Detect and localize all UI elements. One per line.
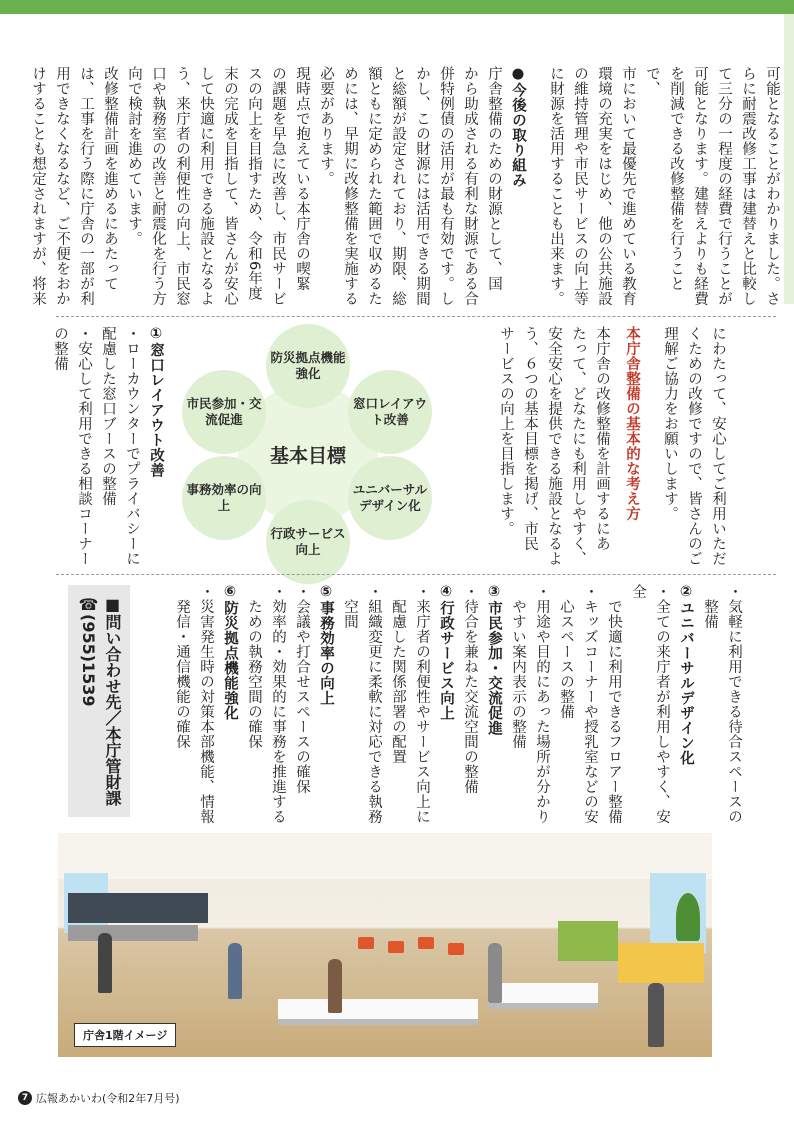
- goal-1-heading: ①窓口レイアウト改善: [148, 326, 164, 478]
- upper-line: めには、早期に改修整備を実施する: [342, 66, 358, 306]
- illus-person-2: [228, 943, 242, 999]
- divider-lower: [56, 574, 776, 575]
- basic-concept-heading: 本庁舎整備の基本的な考え方: [624, 326, 640, 521]
- illus-table-1: [278, 999, 478, 1025]
- page-number: 7: [18, 1091, 32, 1105]
- illus-kids-shelf: [558, 921, 618, 961]
- upper-line: う、来庁者の利便性の向上、市民窓: [174, 66, 190, 306]
- goal-detail-line: やすい案内表示の整備: [510, 584, 526, 749]
- goal-detail-line: ための執務空間の確保: [246, 584, 262, 749]
- illus-person-4: [488, 943, 502, 1003]
- goal-detail-line: ④行政サービス向上: [438, 584, 454, 721]
- upper-line: 庁舎整備のための財源として、国: [486, 66, 502, 291]
- illus-table-2: [488, 983, 598, 1009]
- middle-line: くための改修ですので、皆さんのご: [686, 326, 702, 566]
- illus-kids-corner: [618, 943, 704, 983]
- middle-line: サービスの向上を目指します。: [498, 326, 514, 536]
- footer-text: 広報あかいわ(令和2年7月号): [36, 1092, 180, 1105]
- goal-detail-line: 配慮した関係部署の配置: [390, 584, 406, 764]
- basic-goals-diagram: [178, 322, 438, 584]
- upper-line: 現時点で抱えている本庁舎の喫緊: [294, 66, 310, 291]
- middle-right-text: [460, 326, 730, 570]
- lower-goal-details: [174, 584, 746, 824]
- future-plan-heading: ●今後の取り組み: [510, 66, 526, 188]
- illus-chair-2: [388, 941, 404, 953]
- upper-line: して快適に利用できる施設となるよ: [198, 66, 214, 306]
- goal-detail-line: ・組織変更に柔軟に対応できる執務: [366, 584, 382, 824]
- goal-detail-line: 心スペースの整備: [558, 584, 574, 719]
- upper-line: 口や執務室の改善と耐震化を行う方: [150, 66, 166, 306]
- middle-line: 理解ご協力をお願いします。: [662, 326, 678, 521]
- goal-participation: 市民参加・交流促進: [182, 370, 266, 454]
- goal-detail-line: ・効率的・効果的に事務を推進する: [270, 584, 286, 824]
- upper-line: に財源を活用することも出来ます。: [548, 66, 564, 306]
- illus-person-5: [648, 983, 664, 1047]
- side-tab: [784, 14, 794, 304]
- upper-line: 末の完成を目指して、皆さんが安心: [222, 66, 238, 306]
- divider-upper: [56, 316, 776, 317]
- goal-detail-line: ・キッズコーナーや授乳室などの安: [582, 584, 598, 824]
- goal-detail-line: 発信・通信機能の確保: [174, 584, 190, 749]
- middle-left-text: [52, 326, 168, 570]
- contact-phone: ☎(955)1539: [79, 595, 98, 707]
- goal-detail-line: ・気軽に利用できる待合スペースの: [726, 584, 742, 824]
- illus-chair-3: [418, 937, 434, 949]
- goal-efficiency: 事務効率の向上: [182, 456, 266, 540]
- illus-counter: [68, 893, 208, 923]
- upper-line: 環境の充実をはじめ、他の公共施設: [596, 66, 612, 306]
- goal-counter-layout: 窓口レイアウト改善: [348, 370, 432, 454]
- upper-line: を削減できる改修整備を行うことで、: [644, 66, 684, 291]
- goal-detail-line: 整備: [702, 584, 718, 629]
- goal-detail-line: ③市民参加・交流促進: [486, 584, 502, 736]
- goal-detail-line: で快適に利用できるフロアー整備: [606, 584, 622, 824]
- upper-line: 可能となることがわかりました。さ: [764, 66, 780, 306]
- goal-detail-line: ⑤事務効率の向上: [318, 584, 334, 706]
- upper-line: の課題を早急に改善し、市民サービ: [270, 66, 286, 306]
- upper-line: 用できなくなるなど、ご不便をおか: [54, 66, 70, 306]
- upper-line: から助成される有利な財源である合: [462, 66, 478, 306]
- contact-title: ■問い合わせ先／本庁管財課: [103, 595, 122, 806]
- upper-line: は、工事を行う際に庁舎の一部が利: [78, 66, 94, 306]
- goal-detail-line: ・災害発生時の対策本部機能、情報: [198, 584, 214, 824]
- illus-plant: [676, 893, 700, 941]
- upper-line: らに耐震改修工事は建替えと比較し: [740, 66, 756, 306]
- goal-1-bullet: ・ローカウンターでプライバシーに配慮した窓口ブースの整備: [100, 326, 140, 566]
- illus-chair-4: [448, 943, 464, 955]
- goal-detail-line: ・全ての来庁者が利用しやすく、安全: [630, 584, 670, 824]
- goal-detail-line: 空間: [342, 584, 358, 629]
- goal-detail-line: ・来庁者の利便性やサービス向上に: [414, 584, 430, 824]
- goal-detail-line: ⑥防災拠点機能強化: [222, 584, 238, 721]
- goal-1-bullet: ・安心して利用できる相談コーナーの整備: [52, 326, 92, 566]
- upper-line: 市において最優先で進めている教育: [620, 66, 636, 306]
- upper-line: と総額が設定されており、期限、総: [390, 66, 406, 306]
- contact-box: [68, 585, 130, 817]
- middle-line: にわたって、安心してご利用いただ: [710, 326, 726, 566]
- upper-text-column-1: [540, 66, 784, 310]
- middle-line: う、６つの基本目標を掲げ、市民: [522, 326, 538, 551]
- upper-line: けすることも想定されますが、将来: [30, 66, 46, 306]
- upper-text-column-2: [30, 66, 530, 310]
- goal-center: 基本目標: [238, 384, 378, 524]
- illus-chair-1: [358, 937, 374, 949]
- illus-desk: [68, 925, 198, 941]
- goal-universal-design: ユニバーサルデザイン化: [348, 456, 432, 540]
- goal-detail-line: ・会議や打合せスペースの確保: [294, 584, 310, 794]
- illus-person-1: [98, 933, 112, 993]
- goal-admin-service: 行政サービス向上: [266, 500, 350, 584]
- upper-line: かし、この財源には活用できる期間: [414, 66, 430, 306]
- middle-line: 安全安心を提供できる施設となるよ: [546, 326, 562, 566]
- goal-disaster: 防災拠点機能強化: [266, 324, 350, 408]
- upper-line: 向で検討を進めています。: [126, 66, 142, 246]
- upper-line: て三分の一程度の経費で行うことが: [716, 66, 732, 306]
- upper-line: 必要があります。: [318, 66, 334, 186]
- upper-line: スの向上を目指すため、令和6年度: [246, 66, 262, 301]
- upper-line: 併特例債の活用が最も有効です。し: [438, 66, 454, 306]
- upper-line: 額ともに定められた範囲で収めるた: [366, 66, 382, 306]
- upper-line: の維持管理や市民サービスの向上等: [572, 66, 588, 306]
- goal-detail-line: ・用途や目的にあった場所が分かり: [534, 584, 550, 824]
- illus-person-3: [328, 959, 342, 1013]
- illus-ceiling: [58, 833, 712, 879]
- middle-line: たって、どなたにも利用しやすく、: [570, 326, 586, 566]
- goal-detail-line: ・待合を兼ねた交流空間の整備: [462, 584, 478, 794]
- footer: [18, 1090, 180, 1106]
- goal-detail-line: ②ユニバーサルデザイン化: [678, 584, 694, 766]
- upper-line: 改修整備計画を進めるにあたって: [102, 66, 118, 291]
- middle-line: 本庁舎の改修整備を計画するにあ: [594, 326, 610, 551]
- illustration-caption: 庁舎1階イメージ: [74, 1023, 176, 1047]
- upper-line: 可能となります。建替えよりも経費: [692, 66, 708, 306]
- top-accent-bar: [0, 0, 794, 14]
